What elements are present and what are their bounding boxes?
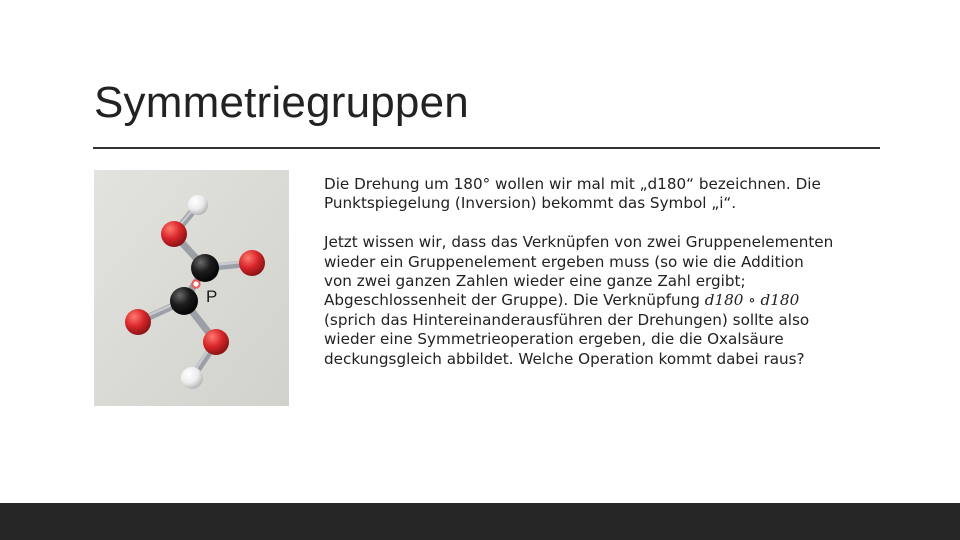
oxalic-acid-model-photo: [94, 170, 289, 406]
text-line: Jetzt wissen wir, dass das Verknüpfen von zwei Gruppenelementen: [324, 233, 834, 252]
text-line: wieder ein Gruppenelement ergeben muss (so wie die Addition: [324, 252, 804, 271]
text-line: Die Drehung um 180° wollen wir mal mit „d180“ bezeichnen. Die: [324, 175, 821, 193]
oxygen-atom-top-right: [239, 250, 265, 276]
footer-bar: [0, 503, 960, 540]
inversion-center-marker-icon: [192, 280, 199, 287]
text-line: wieder eine Symmetrieoperation ergeben, die die Oxalsäure: [324, 330, 784, 349]
oxygen-atom-top-left: [161, 221, 187, 247]
slide-title: Symmetriegruppen: [94, 78, 469, 127]
oxygen-atom-bottom-right: [203, 329, 229, 355]
text-line: deckungsgleich abbildet. Welche Operation kommt dabei raus?: [324, 349, 805, 368]
explanation-text: [324, 175, 884, 369]
text-segment: Abgeschlossenheit der Gruppe). Die Verknüpfung: [324, 291, 700, 310]
paragraph-rotation-definition: [324, 175, 884, 214]
text-line: (sprich das Hintereinanderausführen der Drehungen) sollte also: [324, 310, 810, 329]
text-line: [324, 291, 884, 310]
oxygen-atom-bottom-left: [125, 309, 151, 335]
hydrogen-atom-top: [188, 195, 208, 215]
text-line: Punktspiegelung (Inversion) bekommt das Symbol „i“.: [324, 194, 737, 213]
carbon-atom-top: [191, 254, 219, 282]
paragraph-group-closure: [324, 233, 884, 369]
text-line: von zwei ganzen Zahlen wieder eine ganze Zahl ergibt;: [324, 272, 746, 291]
molecule-model-image: [94, 170, 289, 406]
hydrogen-atom-bottom: [181, 367, 203, 389]
math-expression: d180 ∘ d180: [704, 291, 800, 310]
carbon-atom-bottom: [170, 287, 198, 315]
title-divider: [93, 147, 880, 149]
point-label: P: [206, 287, 218, 306]
